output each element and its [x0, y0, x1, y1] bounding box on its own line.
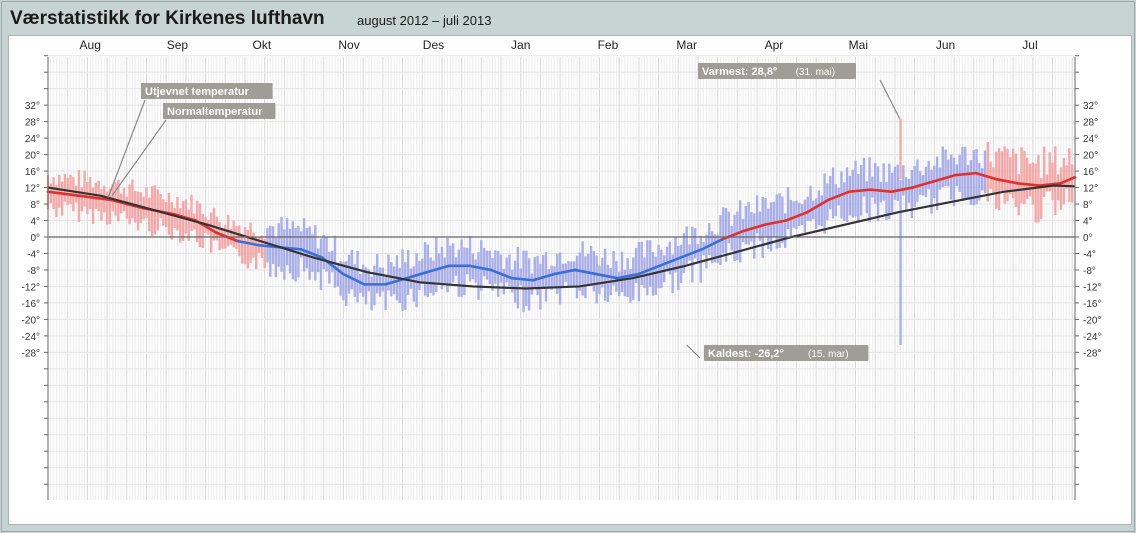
y-tick-label-left: -16°: [21, 298, 40, 310]
y-tick-label-left: -20°: [21, 315, 40, 327]
month-label: Okt: [252, 38, 272, 52]
y-tick-label-left: 0°: [30, 233, 40, 244]
y-tick-label-left: 28°: [24, 117, 40, 129]
y-tick-label-right: 32°: [1083, 101, 1099, 113]
y-tick-label-right: -28°: [1083, 348, 1102, 360]
warmest-annotation-label: Varmest: 28,8°: [702, 66, 778, 78]
chart-axes: [44, 56, 1079, 500]
y-tick-label-left: -12°: [21, 282, 40, 294]
month-label: Aug: [79, 38, 101, 52]
y-tick-label-left: 20°: [24, 150, 40, 162]
coldest-annotation: [704, 345, 868, 361]
warmest-annotation-date: (31. mai): [795, 67, 836, 78]
page-subtitle: august 2012 – juli 2013: [357, 13, 492, 28]
page-title: Værstatistikk for Kirkenes lufthavn: [10, 8, 325, 29]
month-label: Mai: [848, 38, 869, 52]
y-tick-label-right: 24°: [1083, 134, 1099, 146]
month-label: Des: [422, 38, 445, 52]
y-tick-label-left: 32°: [24, 101, 40, 113]
y-tick-label-right: -24°: [1083, 331, 1102, 343]
coldest-annotation-label: Kaldest: -26,2°: [708, 348, 784, 360]
y-tick-label-left: -4°: [27, 249, 40, 261]
y-tick-label-left: 8°: [30, 200, 40, 212]
month-label: Nov: [338, 38, 360, 52]
y-tick-label-right: 4°: [1083, 216, 1093, 228]
y-tick-label-left: 4°: [30, 216, 40, 228]
y-tick-label-left: -24°: [21, 331, 40, 343]
y-tick-label-right: -4°: [1083, 249, 1096, 261]
y-tick-label-left: -28°: [21, 348, 40, 360]
month-label: Jul: [1022, 38, 1038, 52]
y-tick-label-right: -16°: [1083, 298, 1102, 310]
smoothed-legend-label: Utjevnet temperatur: [145, 86, 249, 98]
month-label: Jan: [511, 38, 531, 52]
y-tick-label-right: 20°: [1083, 150, 1099, 162]
normal-legend-label: Normaltemperatur: [167, 106, 263, 118]
y-tick-label-left: 24°: [24, 134, 40, 146]
month-label: Mar: [676, 38, 698, 52]
month-label: Feb: [597, 38, 619, 52]
y-tick-label-left: 16°: [24, 167, 40, 179]
y-tick-label-left: -8°: [27, 265, 40, 277]
y-tick-label-right: -20°: [1083, 315, 1102, 327]
y-tick-label-right: 16°: [1083, 167, 1099, 179]
y-tick-label-right: -8°: [1083, 265, 1096, 277]
y-tick-label-right: 0°: [1083, 233, 1093, 244]
smoothed-legend: [141, 83, 273, 99]
y-tick-label-right: -12°: [1083, 282, 1102, 294]
y-tick-label-right: 8°: [1083, 200, 1093, 212]
y-tick-label-left: 12°: [24, 183, 40, 195]
month-label: Jun: [935, 38, 956, 52]
coldest-annotation-date: (15. mar): [808, 349, 849, 360]
month-label: Apr: [764, 38, 784, 52]
chart-grid: [48, 56, 1075, 500]
y-tick-label-right: 28°: [1083, 117, 1099, 129]
y-tick-label-right: 12°: [1083, 183, 1099, 195]
month-label: Sep: [166, 38, 189, 52]
warmest-annotation: [698, 63, 856, 79]
normal-legend: [163, 103, 275, 119]
